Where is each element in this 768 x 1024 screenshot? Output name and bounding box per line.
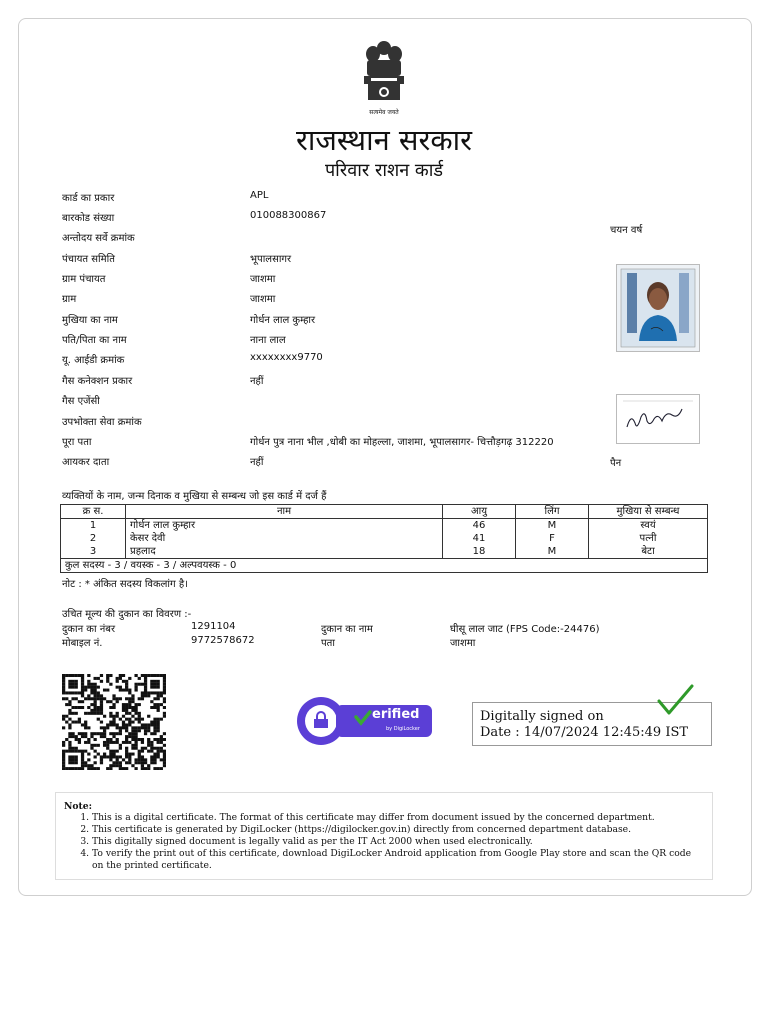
member-gender: M — [516, 545, 589, 559]
member-name: गोर्धन लाल कुम्हार — [126, 519, 443, 533]
field-label: उपभोक्ता सेवा क्रमांक — [62, 417, 142, 428]
table-row — [61, 545, 708, 559]
field-value: APL — [250, 190, 269, 201]
field-label: पंचायत समिति — [62, 254, 115, 265]
selection-year-label: चयन वर्ष — [610, 225, 643, 236]
shop-name: घीसू लाल जाट (FPS Code:-24476) — [450, 624, 600, 635]
disability-note: नोट : * अंकित सदस्य विकलांग है। — [62, 579, 188, 590]
table-row — [61, 519, 708, 533]
member-serial: 2 — [89, 533, 97, 544]
mobile-number: 9772578672 — [191, 635, 255, 646]
shop-number: 1291104 — [191, 621, 236, 632]
member-age: 41 — [443, 532, 516, 545]
members-total-row — [61, 559, 708, 573]
field-value: भूपालसागर — [250, 254, 292, 265]
member-serial: 3 — [89, 546, 97, 557]
member-gender: M — [516, 519, 589, 533]
verified-text: erified — [372, 707, 420, 722]
notes-box — [55, 792, 713, 880]
field-value: नहीं — [250, 457, 264, 468]
column-header: क्र स. — [61, 505, 126, 519]
member-age: 46 — [443, 519, 516, 533]
member-gender: F — [516, 532, 589, 545]
field-label: अन्तोदय सर्वे क्रमांक — [62, 233, 135, 244]
table-row — [61, 532, 708, 545]
field-label: पति/पिता का नाम — [62, 335, 127, 346]
members-table — [60, 504, 708, 573]
field-label: पूरा पता — [62, 437, 92, 448]
note-item: 4. To verify the print out of this certificate, download DigiLocker Android application from Google Play store and scan the QR code on the printed certificate. — [92, 848, 704, 872]
shop-name-label: दुकान का नाम — [321, 624, 373, 635]
field-label: बारकोड संख्या — [62, 213, 115, 224]
address-label: पता — [321, 638, 335, 649]
verified-badge — [296, 696, 432, 746]
mobile-label: मोबाइल नं. — [62, 638, 103, 649]
field-label: ग्राम पंचायत — [62, 274, 106, 285]
head-of-family-signature — [616, 394, 700, 444]
field-value: गोर्धन पुत्र नाना भील ,धोबी का मोहल्ला, जाशमा, भूपालसागर- चित्तौड़गढ़ 312220 — [250, 437, 554, 448]
shop-address: जाशमा — [450, 638, 476, 649]
field-label: कार्ड का प्रकार — [62, 193, 115, 204]
table-header-row — [61, 505, 708, 519]
qr-code-icon — [62, 674, 166, 770]
pan-label: पैन — [610, 458, 622, 469]
field-value: गोर्धन लाल कुम्हार — [250, 315, 316, 326]
field-label: आयकर दाता — [62, 457, 110, 468]
verified-sub: by DigiLocker — [386, 726, 420, 732]
column-header: मुखिया से सम्बन्ध — [589, 505, 708, 519]
field-label: ग्राम — [62, 294, 77, 305]
member-name: केसर देवी — [126, 532, 443, 545]
member-relation: पत्नी — [589, 532, 708, 545]
member-name: प्रहलाद — [126, 545, 443, 559]
field-value: जाशमा — [250, 274, 276, 285]
field-label: यू. आईडी क्रमांक — [62, 355, 125, 366]
field-value: नहीं — [250, 376, 264, 387]
field-value: जाशमा — [250, 294, 276, 305]
note-item: 2. This certificate is generated by DigiLocker (https://digilocker.gov.in) directly from concerned department database. — [92, 824, 704, 836]
column-header: आयु — [443, 505, 516, 519]
member-relation: स्वयं — [589, 519, 708, 533]
field-label: गैस एजेंसी — [62, 396, 100, 407]
head-of-family-photo — [616, 264, 700, 352]
state-emblem-icon — [358, 38, 410, 118]
note-item: 3. This digitally signed document is legally valid as per the IT Act 2000 when used electronically. — [92, 836, 704, 848]
member-relation: बेटा — [589, 545, 708, 559]
field-label: मुखिया का नाम — [62, 315, 118, 326]
members-total: कुल सदस्य - 3 / वयस्क - 3 / अल्पवयस्क - 0 — [61, 559, 708, 573]
page-title: राजस्थान सरकार — [295, 123, 473, 157]
column-header: लिंग — [516, 505, 589, 519]
field-value: 010088300867 — [250, 210, 327, 221]
member-age: 18 — [443, 545, 516, 559]
check-icon — [656, 684, 694, 716]
members-caption: व्यक्तियों के नाम, जन्म दिनाक व मुखिया से सम्बन्ध जो इस कार्ड में दर्ज हैं — [62, 491, 327, 502]
notes-title: Note: — [64, 801, 93, 812]
note-item: 1. This is a digital certificate. The format of this certificate may differ from document issued by the concerned department. — [92, 812, 704, 824]
field-value: नाना लाल — [250, 335, 286, 346]
signed-on-label: Digitally signed on — [480, 709, 604, 724]
field-value: xxxxxxxx9770 — [250, 352, 323, 363]
field-label: गैस कनेक्शन प्रकार — [62, 376, 133, 387]
emblem-motto: सत्यमेव जयते — [369, 109, 399, 116]
member-serial: 1 — [89, 520, 97, 531]
column-header: नाम — [126, 505, 443, 519]
fps-heading: उचित मूल्य की दुकान का विवरण :- — [62, 609, 192, 620]
shop-number-label: दुकान का नंबर — [62, 624, 116, 635]
notes-list — [64, 812, 704, 872]
signed-date: Date : 14/07/2024 12:45:49 IST — [480, 725, 689, 740]
page-subtitle: परिवार राशन कार्ड — [324, 160, 444, 181]
